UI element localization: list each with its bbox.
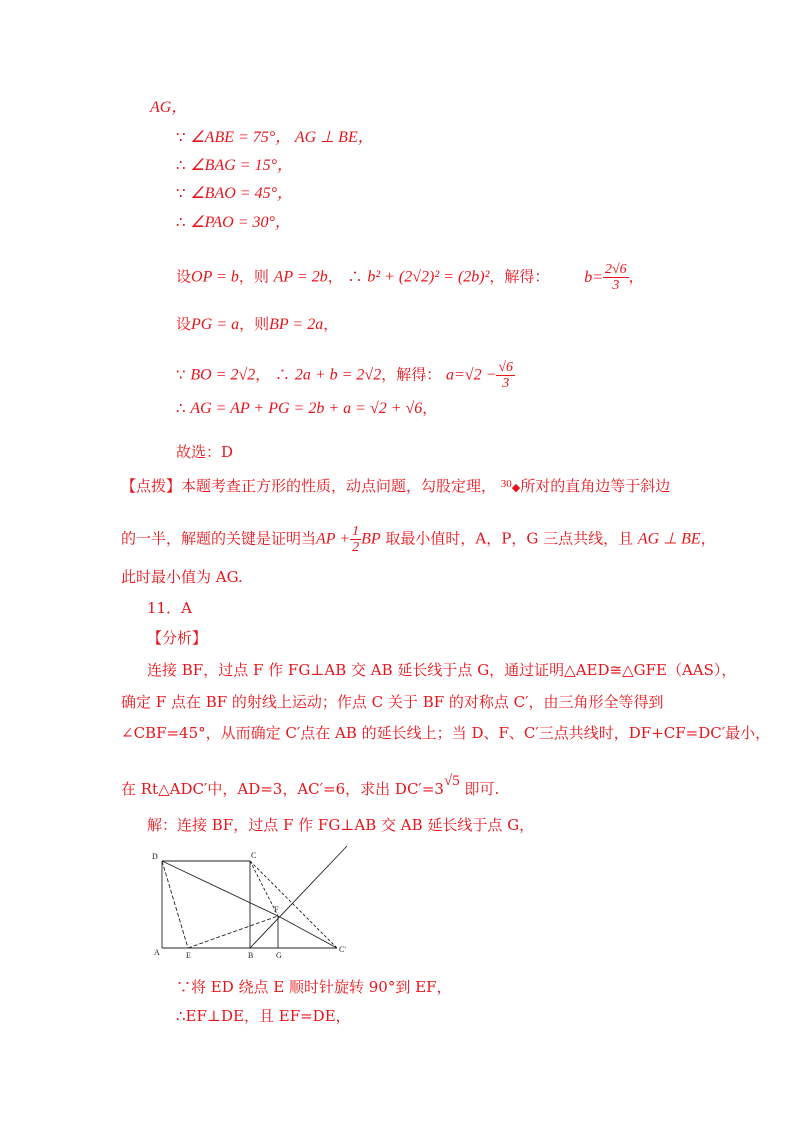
fraction-numerator: 1 (352, 524, 360, 539)
segment-de (162, 861, 188, 948)
degree-30: 30 (500, 478, 512, 490)
half-fraction (350, 524, 361, 555)
bo-eq: BO = 2√2 (190, 366, 256, 384)
therefore-ag-line (176, 398, 437, 419)
solution-line-1: 解：连接 BF，过点 F 作 FG⊥AB 交 AB 延长线于点 G， (147, 816, 535, 834)
key-point-text: 【点拨】本题考查正方形的性质，动点问题，勾股定理， (121, 477, 497, 495)
comma: ， (323, 315, 339, 333)
segment-c-cprime (250, 861, 337, 948)
bp-term: BP (361, 530, 381, 548)
analysis-line-3: ∠CBF=45°，从而确定 C′点在 AB 的延长线上；当 D、F、C′三点共线时，DF+CF=DC′最小， (121, 724, 771, 742)
set-label: 设 (176, 315, 192, 333)
key-point-line-2 (121, 524, 716, 555)
ag-sum-equation: AG = AP + PG = 2b + a = √2 + √6 (190, 400, 423, 417)
sqrt5: √5 (443, 773, 460, 789)
angle-pao-statement: ∠PAO = 30°， (190, 214, 291, 231)
label-c-prime: C' (339, 945, 346, 954)
label-e: E (186, 951, 191, 959)
missing-glyph-icon: ◆ (511, 481, 521, 494)
analysis-line-4 (121, 771, 499, 799)
key-point-text-cont: 所对的直角边等于斜边 (520, 477, 671, 495)
angle-bag-statement: ∠BAG = 15°， (190, 157, 293, 174)
solution-line-2: ∵将 ED 绕点 E 顺时针旋转 90°到 EF， (176, 978, 452, 996)
segment-df (162, 861, 278, 916)
equation-2a-b: 2a + b = 2√2 (294, 366, 382, 384)
because-symbol: ∵ (176, 128, 186, 146)
segment-f-cprime (278, 916, 337, 948)
angle-abe-statement: ∠ABE = 75°， AG ⊥ BE， (190, 129, 374, 146)
geometry-figure (150, 844, 360, 959)
comma: ， (700, 529, 716, 548)
question-11-answer: 11．A (147, 599, 192, 617)
key-point-line (121, 474, 670, 498)
a-equals: a=√2 − (446, 366, 497, 384)
therefore-symbol: ∴ (176, 213, 186, 231)
because-bo-line (176, 360, 515, 391)
because-symbol: ∵ (176, 365, 186, 384)
comma: ， (327, 267, 343, 286)
therefore-symbol: ∴ (347, 267, 363, 286)
min-value-line: 此时最小值为 AG. (121, 568, 243, 586)
therefore-line-pao (176, 212, 291, 233)
analysis-heading: 【分析】 (147, 629, 208, 647)
ray-bf (250, 846, 347, 948)
label-a: A (154, 948, 160, 957)
label-c: C (251, 851, 257, 860)
set-label: 设 (176, 267, 192, 286)
therefore-symbol: ∴ (275, 365, 291, 384)
solve-label: ，解得： (489, 267, 550, 286)
because-symbol: ∵ (176, 184, 186, 202)
label-g: G (276, 951, 282, 959)
analysis-line-2: 确定 F 点在 BF 的射线上运动；作点 C 关于 BF 的对称点 C′，由三角形全等得到 (121, 693, 664, 711)
comma: ， (628, 267, 644, 286)
comma: ， (255, 365, 271, 384)
label-d: D (152, 852, 158, 861)
fraction-denominator: 3 (612, 278, 620, 293)
fraction-denominator: 3 (502, 376, 510, 391)
bp-eq-2a: BP = 2a (269, 316, 324, 333)
angle-bao-statement: ∠BAO = 45°， (190, 185, 293, 202)
because-line-bao (176, 183, 293, 204)
pg-eq-a: PG = a (191, 316, 240, 333)
because-line-abe (176, 127, 374, 148)
answer-choice: 故选：D (176, 443, 234, 461)
b-equals: b= (584, 268, 603, 286)
ap-plus: AP + (316, 530, 351, 548)
op-eq-b: OP = b (191, 268, 239, 286)
b-value-fraction (603, 262, 629, 293)
solve-label: ，解得： (381, 365, 442, 384)
key-point-text-cont: 取最小值时，A，P，G 三点共线，且 (385, 529, 634, 548)
ap-eq-2b: AP = 2b (273, 268, 328, 286)
label-f: F (274, 905, 279, 914)
set-pg-line (176, 314, 338, 335)
comma: ， (422, 399, 438, 417)
therefore-symbol: ∴ (176, 399, 186, 417)
therefore-line-bag (176, 155, 293, 176)
ag-perp-be: AG ⊥ BE (637, 530, 701, 548)
key-point-text: 的一半，解题的关键是证明当 (121, 529, 317, 548)
line-ag: AG， (150, 99, 188, 116)
label-b: B (248, 951, 254, 959)
analysis-line-1: 连接 BF，过点 F 作 FG⊥AB 交 AB 延长线于点 G，通过证明△AED≅△GFE（AAS）， (147, 661, 737, 679)
fraction-denominator: 2 (352, 540, 360, 555)
set-op-line (176, 262, 644, 293)
fraction-numerator: 2√6 (604, 262, 627, 277)
analysis-text-end: 即可. (459, 780, 500, 798)
then-label: ，则 (238, 267, 269, 286)
segment-ef (188, 916, 278, 948)
therefore-symbol: ∴ (176, 156, 186, 174)
pythagoras-equation: b² + (2√2)² = (2b)² (367, 268, 490, 286)
then-label: ，则 (239, 315, 270, 333)
analysis-text: 在 Rt△ADC′中，AD=3，AC′=6，求出 DC′=3 (121, 780, 444, 798)
a-value-fraction (496, 360, 515, 391)
solution-line-3: ∴EF⊥DE，且 EF=DE， (176, 1007, 351, 1025)
fraction-numerator: √6 (498, 360, 514, 375)
